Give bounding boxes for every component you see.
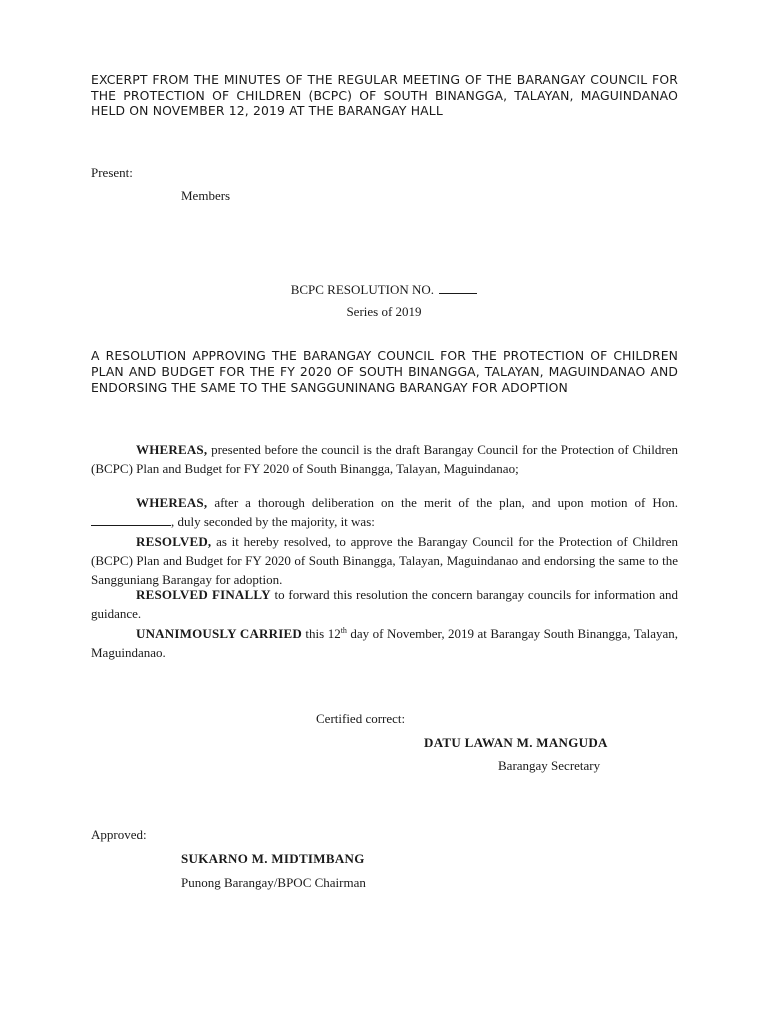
motion-name-blank <box>91 513 171 526</box>
paragraph-keyword: UNANIMOUSLY CARRIED <box>136 626 302 641</box>
resolution-title: A RESOLUTION APPROVING THE BARANGAY COUNCIL FOR THE PROTECTION OF CHILDREN PLAN AND BUDGET FOR THE FY 2020 OF SOUTH BINANGGA, TALAYAN, MAGUINDANAO AND ENDORSING THE SAME TO THE SANGGUNINANG BARANGAY FOR ADOPTION <box>91 348 678 395</box>
ordinal-suffix: th <box>340 626 347 635</box>
resolved-paragraph <box>91 532 678 589</box>
paragraph-keyword: RESOLVED, <box>136 534 212 549</box>
members-label: Members <box>181 188 231 203</box>
approved-label: Approved: <box>91 827 147 842</box>
secretary-title: Barangay Secretary <box>498 758 601 773</box>
whereas-paragraph-1 <box>91 440 678 478</box>
paragraph-text: presented before the council is the draft Barangay Council for the Protection of Children (BCPC) Plan and Budget for FY 2020 of South Binangga, Talayan, Maguindanao; <box>91 442 678 476</box>
certified-correct-label: Certified correct: <box>316 711 406 726</box>
paragraph-text: to forward this resolution the concern barangay councils for information and guidance. <box>91 587 679 621</box>
resolution-series: Series of 2019 <box>346 304 422 319</box>
paragraph-keyword: WHEREAS, <box>136 442 208 457</box>
paragraph-keyword: RESOLVED FINALLY <box>136 587 271 602</box>
present-label: Present: <box>91 165 133 180</box>
paragraph-text: as it hereby resolved, to approve the Barangay Council for the Protection of Children (BCPC) Plan and Budget for FY 2020 of South Binangga, Talayan, Maguindanao and endorsing the same to the Sangguniang Barangay for adoption. <box>91 534 678 587</box>
whereas-paragraph-2 <box>91 493 678 531</box>
paragraph-keyword: WHEREAS, <box>136 495 208 510</box>
chairman-title: Punong Barangay/BPOC Chairman <box>181 875 366 890</box>
secretary-name: DATU LAWAN M. MANGUDA <box>424 735 608 750</box>
minutes-excerpt-heading: EXCERPT FROM THE MINUTES OF THE REGULAR MEETING OF THE BARANGAY COUNCIL FOR THE PROTECTION OF CHILDREN (BCPC) OF SOUTH BINANGGA, TALAYAN, MAGUINDANAO HELD ON NOVEMBER 12, 2019 AT THE BARANGAY HALL <box>91 72 678 119</box>
chairman-name: SUKARNO M. MIDTIMBANG <box>181 851 365 866</box>
unanimously-carried-paragraph <box>91 624 678 662</box>
resolved-finally-paragraph <box>91 585 678 623</box>
paragraph-text-after-blank: , duly seconded by the majority, it was: <box>171 514 375 529</box>
paragraph-text-day: this 12 <box>301 626 341 641</box>
resolution-number-label: BCPC RESOLUTION NO. <box>290 282 435 297</box>
paragraph-text: after a thorough deliberation on the merit of the plan, and upon motion of Hon. <box>207 495 678 510</box>
resolution-number <box>0 280 768 299</box>
resolution-number-blank <box>439 281 477 294</box>
paragraph-text: day of November, 2019 at Barangay South Binangga, Talayan, Maguindanao. <box>91 626 679 660</box>
